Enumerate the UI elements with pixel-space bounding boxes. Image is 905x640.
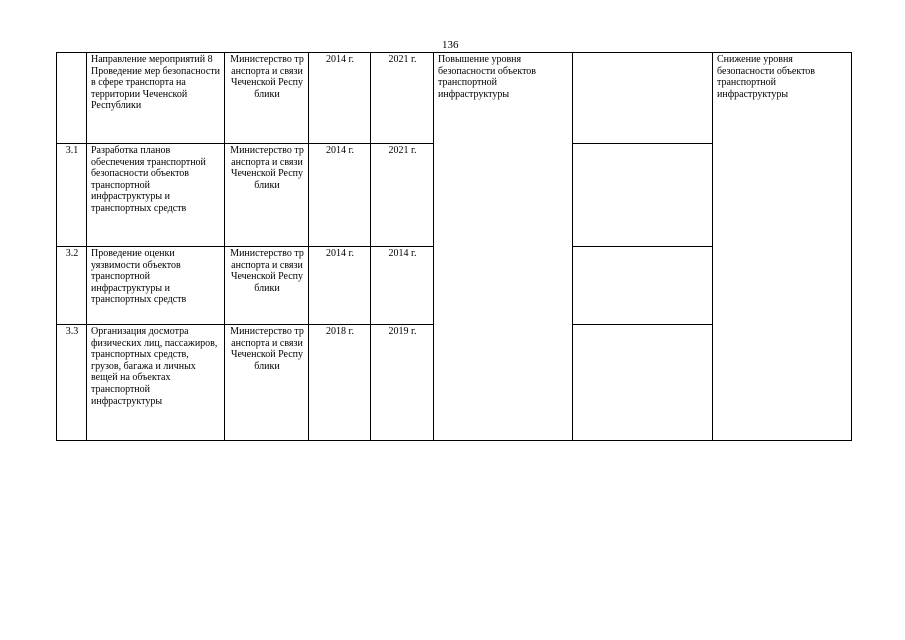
empty-cell	[573, 144, 713, 247]
measure-name-cell: Направление мероприятий 8 Проведение мер безопасности в сфере транспорта на территории Чеченской Республики	[87, 53, 225, 144]
start-year-cell: 2014 г.	[309, 144, 371, 247]
start-year-cell: 2014 г.	[309, 247, 371, 325]
executor-cell	[225, 144, 309, 247]
executor-text: Министерство транспорта и связи Чеченской Республики	[230, 326, 304, 372]
executor-cell	[225, 53, 309, 144]
measures-table	[56, 52, 852, 441]
end-year-cell: 2021 г.	[371, 144, 434, 247]
empty-cell	[573, 247, 713, 325]
executor-cell	[225, 325, 309, 441]
start-year-cell: 2018 г.	[309, 325, 371, 441]
end-year-cell: 2021 г.	[371, 53, 434, 144]
row-number-cell: 3.1	[57, 144, 87, 247]
expected-result-cell: Повышение уровня безопасности объектов транспортной инфраструктуры	[434, 53, 573, 441]
executor-cell	[225, 247, 309, 325]
end-year-cell: 2019 г.	[371, 325, 434, 441]
measure-name-cell: Разработка планов обеспечения транспортной безопасности объектов транспортной инфраструктуры и транспортных средств	[87, 144, 225, 247]
executor-text: Министерство транспорта и связи Чеченской Республики	[230, 248, 304, 294]
empty-cell	[573, 53, 713, 144]
row-number-cell: 3.3	[57, 325, 87, 441]
start-year-cell: 2014 г.	[309, 53, 371, 144]
row-number-cell	[57, 53, 87, 144]
consequence-cell: Снижение уровня безопасности объектов транспортной инфраструктуры	[713, 53, 852, 441]
row-number-cell: 3.2	[57, 247, 87, 325]
end-year-cell: 2014 г.	[371, 247, 434, 325]
table-row	[57, 53, 852, 144]
measure-name-cell: Проведение оценки уязвимости объектов транспортной инфраструктуры и транспортных средств	[87, 247, 225, 325]
executor-text: Министерство транспорта и связи Чеченской Республики	[230, 145, 304, 191]
executor-text: Министерство транспорта и связи Чеченской Республики	[230, 54, 304, 100]
measure-name-cell: Организация досмотра физических лиц, пассажиров, транспортных средств, грузов, багажа и личных вещей на объектах транспортной инфраструктуры	[87, 325, 225, 441]
empty-cell	[573, 325, 713, 441]
page-number: 136	[442, 39, 459, 51]
